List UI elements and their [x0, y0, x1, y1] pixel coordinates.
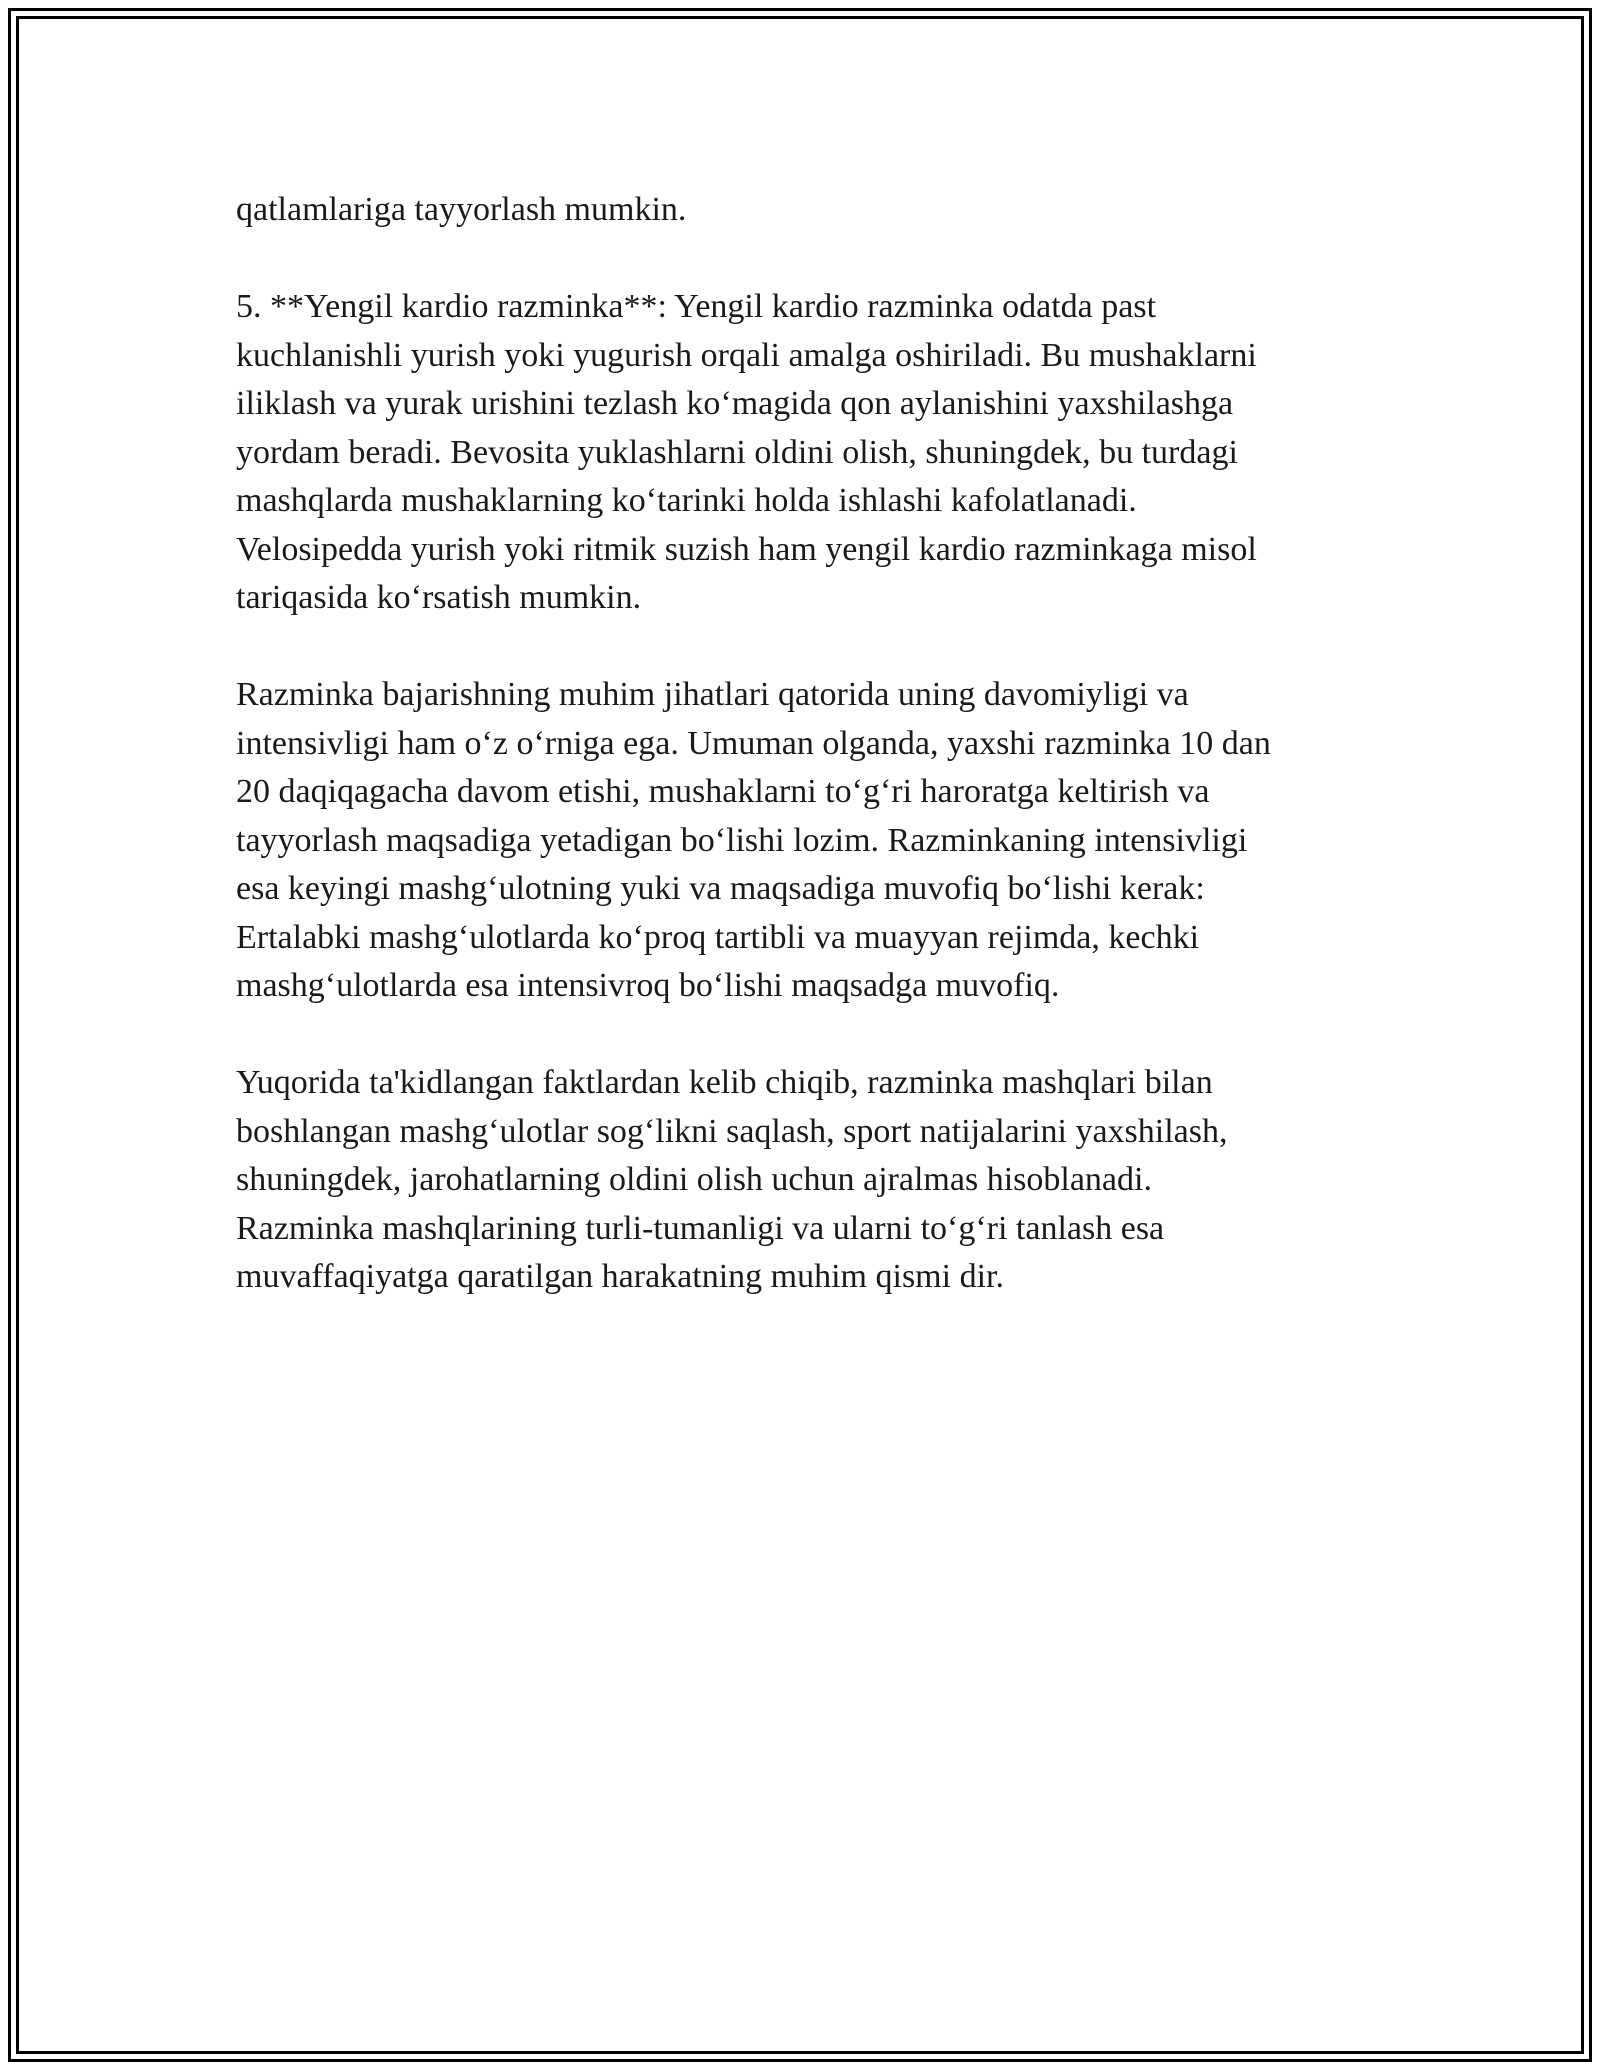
text-line: Ertalabki mashgʻulotlarda koʻproq tartibli va muayyan rejimda, kechki [236, 918, 1200, 956]
paragraph-2 [236, 283, 1366, 623]
text-line: boshlangan mashgʻulotlar sogʻlikni saqlash, sport natijalarini yaxshilash, [236, 1112, 1228, 1150]
document-body [236, 186, 1366, 1350]
text-line: iliklash va yurak urishini tezlash koʻmagida qon aylanishini yaxshilashga [236, 385, 1234, 422]
text-line: tariqasida koʻrsatish mumkin. [236, 579, 642, 616]
text-line: 20 daqiqagacha davom etishi, mushaklarni toʻgʻri haroratga keltirish va [236, 773, 1210, 810]
text-line: 5. **Yengil kardio razminka**: Yengil kardio razminka odatda past [236, 288, 1157, 325]
text-line: Razminka bajarishning muhim jihatlari qatorida uning davomiyligi va [236, 676, 1189, 713]
text-line: esa keyingi mashgʻulotning yuki va maqsadiga muvofiq boʻlishi kerak: [236, 870, 1205, 907]
text-line: mashgʻulotlarda esa intensivroq boʻlishi maqsadga muvofiq. [236, 967, 1060, 1004]
text-line: qatlamlariga tayyorlash mumkin. [236, 191, 687, 228]
text-line: muvaffaqiyatga qaratilgan harakatning muhim qismi dir. [236, 1258, 1004, 1295]
text-line: Yuqorida ta'kidlangan faktlardan kelib chiqib, razminka mashqlari bilan [236, 1064, 1213, 1101]
paragraph-4 [236, 1059, 1366, 1302]
paragraph-1 [236, 186, 1366, 235]
paragraph-3 [236, 671, 1366, 1011]
text-line: Velosipedda yurish yoki ritmik suzish ham yengil kardio razminkaga misol [236, 530, 1257, 568]
text-line: intensivligi ham oʻz oʻrniga ega. Umuman olganda, yaxshi razminka 10 dan [236, 724, 1271, 762]
text-line: shuningdek, jarohatlarning oldini olish uchun ajralmas hisoblanadi. [236, 1161, 1152, 1198]
text-line: yordam beradi. Bevosita yuklashlarni oldini olish, shuningdek, bu turdagi [236, 433, 1238, 471]
text-line: kuchlanishli yurish yoki yugurish orqali amalga oshiriladi. Bu mushaklarni [236, 336, 1257, 374]
text-line: mashqlarda mushaklarning koʻtarinki holda ishlashi kafolatlanadi. [236, 482, 1137, 519]
text-line: Razminka mashqlarining turli-tumanligi va ularni toʻgʻri tanlash esa [236, 1209, 1165, 1247]
text-line: tayyorlash maqsadiga yetadigan boʻlishi lozim. Razminkaning intensivligi [236, 821, 1248, 859]
